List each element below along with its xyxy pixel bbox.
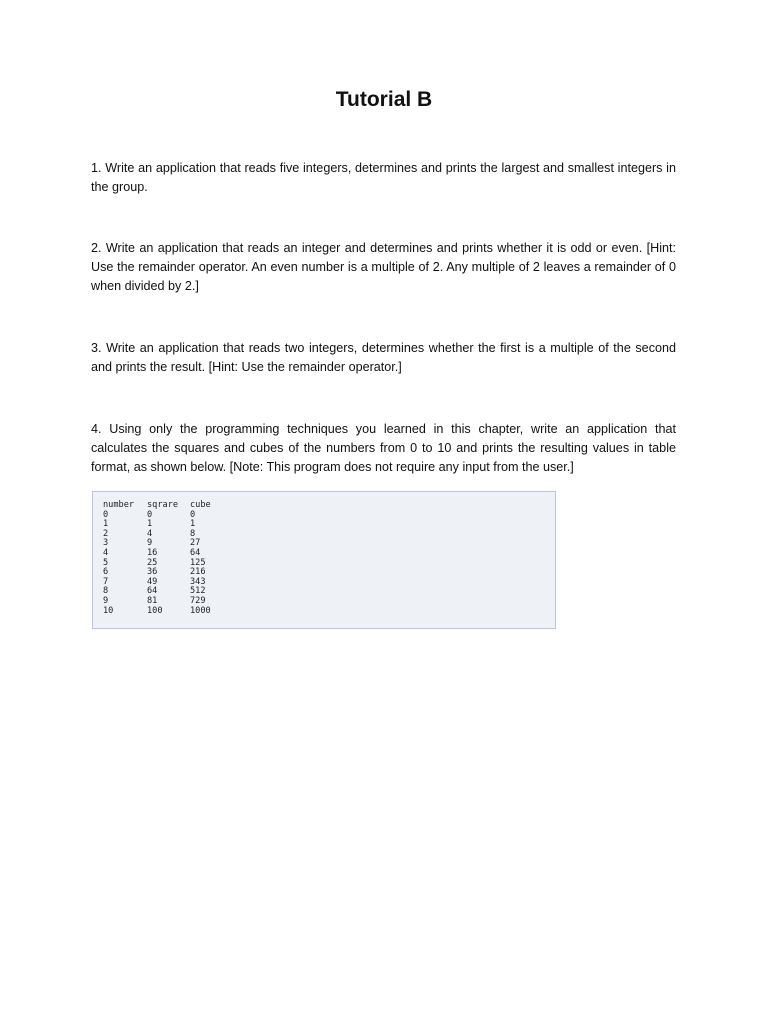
cell-number: 0 <box>103 509 109 520</box>
cell-number: 1 <box>103 519 109 530</box>
cell-number: 4 <box>103 547 109 558</box>
table-row <box>103 597 230 607</box>
cell-square: 81 <box>147 595 158 606</box>
cell-number: 3 <box>103 538 109 549</box>
cell-square: 25 <box>147 557 158 568</box>
page-title: Tutorial B <box>335 88 433 111</box>
cell-square: 100 <box>147 605 163 616</box>
cell-cube: 729 <box>190 595 206 606</box>
cell-number: 6 <box>103 567 109 578</box>
question-4: 4. Using only the programming techniques you learned in this chapter, write an application that calculates the squares and cubes of the numbers from 0 to 10 and prints the resulting values in table format, as shown below. [Note: This program does not require any input from the user.] <box>91 422 676 474</box>
cell-cube: 1000 <box>190 605 211 616</box>
table-row <box>103 539 230 549</box>
cell-cube: 216 <box>190 567 206 578</box>
table-row <box>103 587 230 597</box>
cell-number: 7 <box>103 576 109 587</box>
table-row <box>103 578 230 588</box>
cell-cube: 343 <box>190 576 206 587</box>
header-number: number <box>103 500 135 510</box>
cell-square: 16 <box>147 547 158 558</box>
cell-square: 0 <box>147 509 153 520</box>
table-row <box>103 520 230 530</box>
cell-cube: 8 <box>190 528 196 539</box>
sample-output-table <box>103 501 230 616</box>
question-1: 1. Write an application that reads five integers, determines and prints the largest and smallest integers in the group. <box>91 161 676 194</box>
cell-cube: 125 <box>190 557 206 568</box>
cell-square: 4 <box>147 528 153 539</box>
question-3: 3. Write an application that reads two integers, determines whether the first is a multiple of the second and prints the result. [Hint: Use the remainder operator.] <box>91 341 676 374</box>
cell-square: 49 <box>147 576 158 587</box>
table-row <box>103 549 230 559</box>
cell-cube: 512 <box>190 586 206 597</box>
header-cube: cube <box>190 500 211 510</box>
sample-output-box <box>92 491 556 629</box>
cell-cube: 27 <box>190 538 201 549</box>
question-2: 2. Write an application that reads an integer and determines and prints whether it is odd or even. [Hint: Use the remainder operator. An even number is a multiple of 2. Any multiple of 2 leaves a remainder of 0 when divided by 2.] <box>91 241 676 293</box>
header-square: sqrare <box>147 500 179 510</box>
cell-number: 2 <box>103 528 109 539</box>
cell-number: 10 <box>103 605 114 616</box>
cell-number: 9 <box>103 595 109 606</box>
cell-cube: 1 <box>190 519 196 530</box>
table-row <box>103 530 230 540</box>
cell-cube: 64 <box>190 547 201 558</box>
cell-number: 8 <box>103 586 109 597</box>
table-header-row <box>103 501 230 511</box>
cell-square: 64 <box>147 586 158 597</box>
cell-cube: 0 <box>190 509 196 520</box>
table-row <box>103 607 230 617</box>
table-row <box>103 568 230 578</box>
cell-square: 36 <box>147 567 158 578</box>
cell-number: 5 <box>103 557 109 568</box>
cell-square: 9 <box>147 538 153 549</box>
table-row <box>103 559 230 569</box>
table-row <box>103 511 230 521</box>
cell-square: 1 <box>147 519 153 530</box>
